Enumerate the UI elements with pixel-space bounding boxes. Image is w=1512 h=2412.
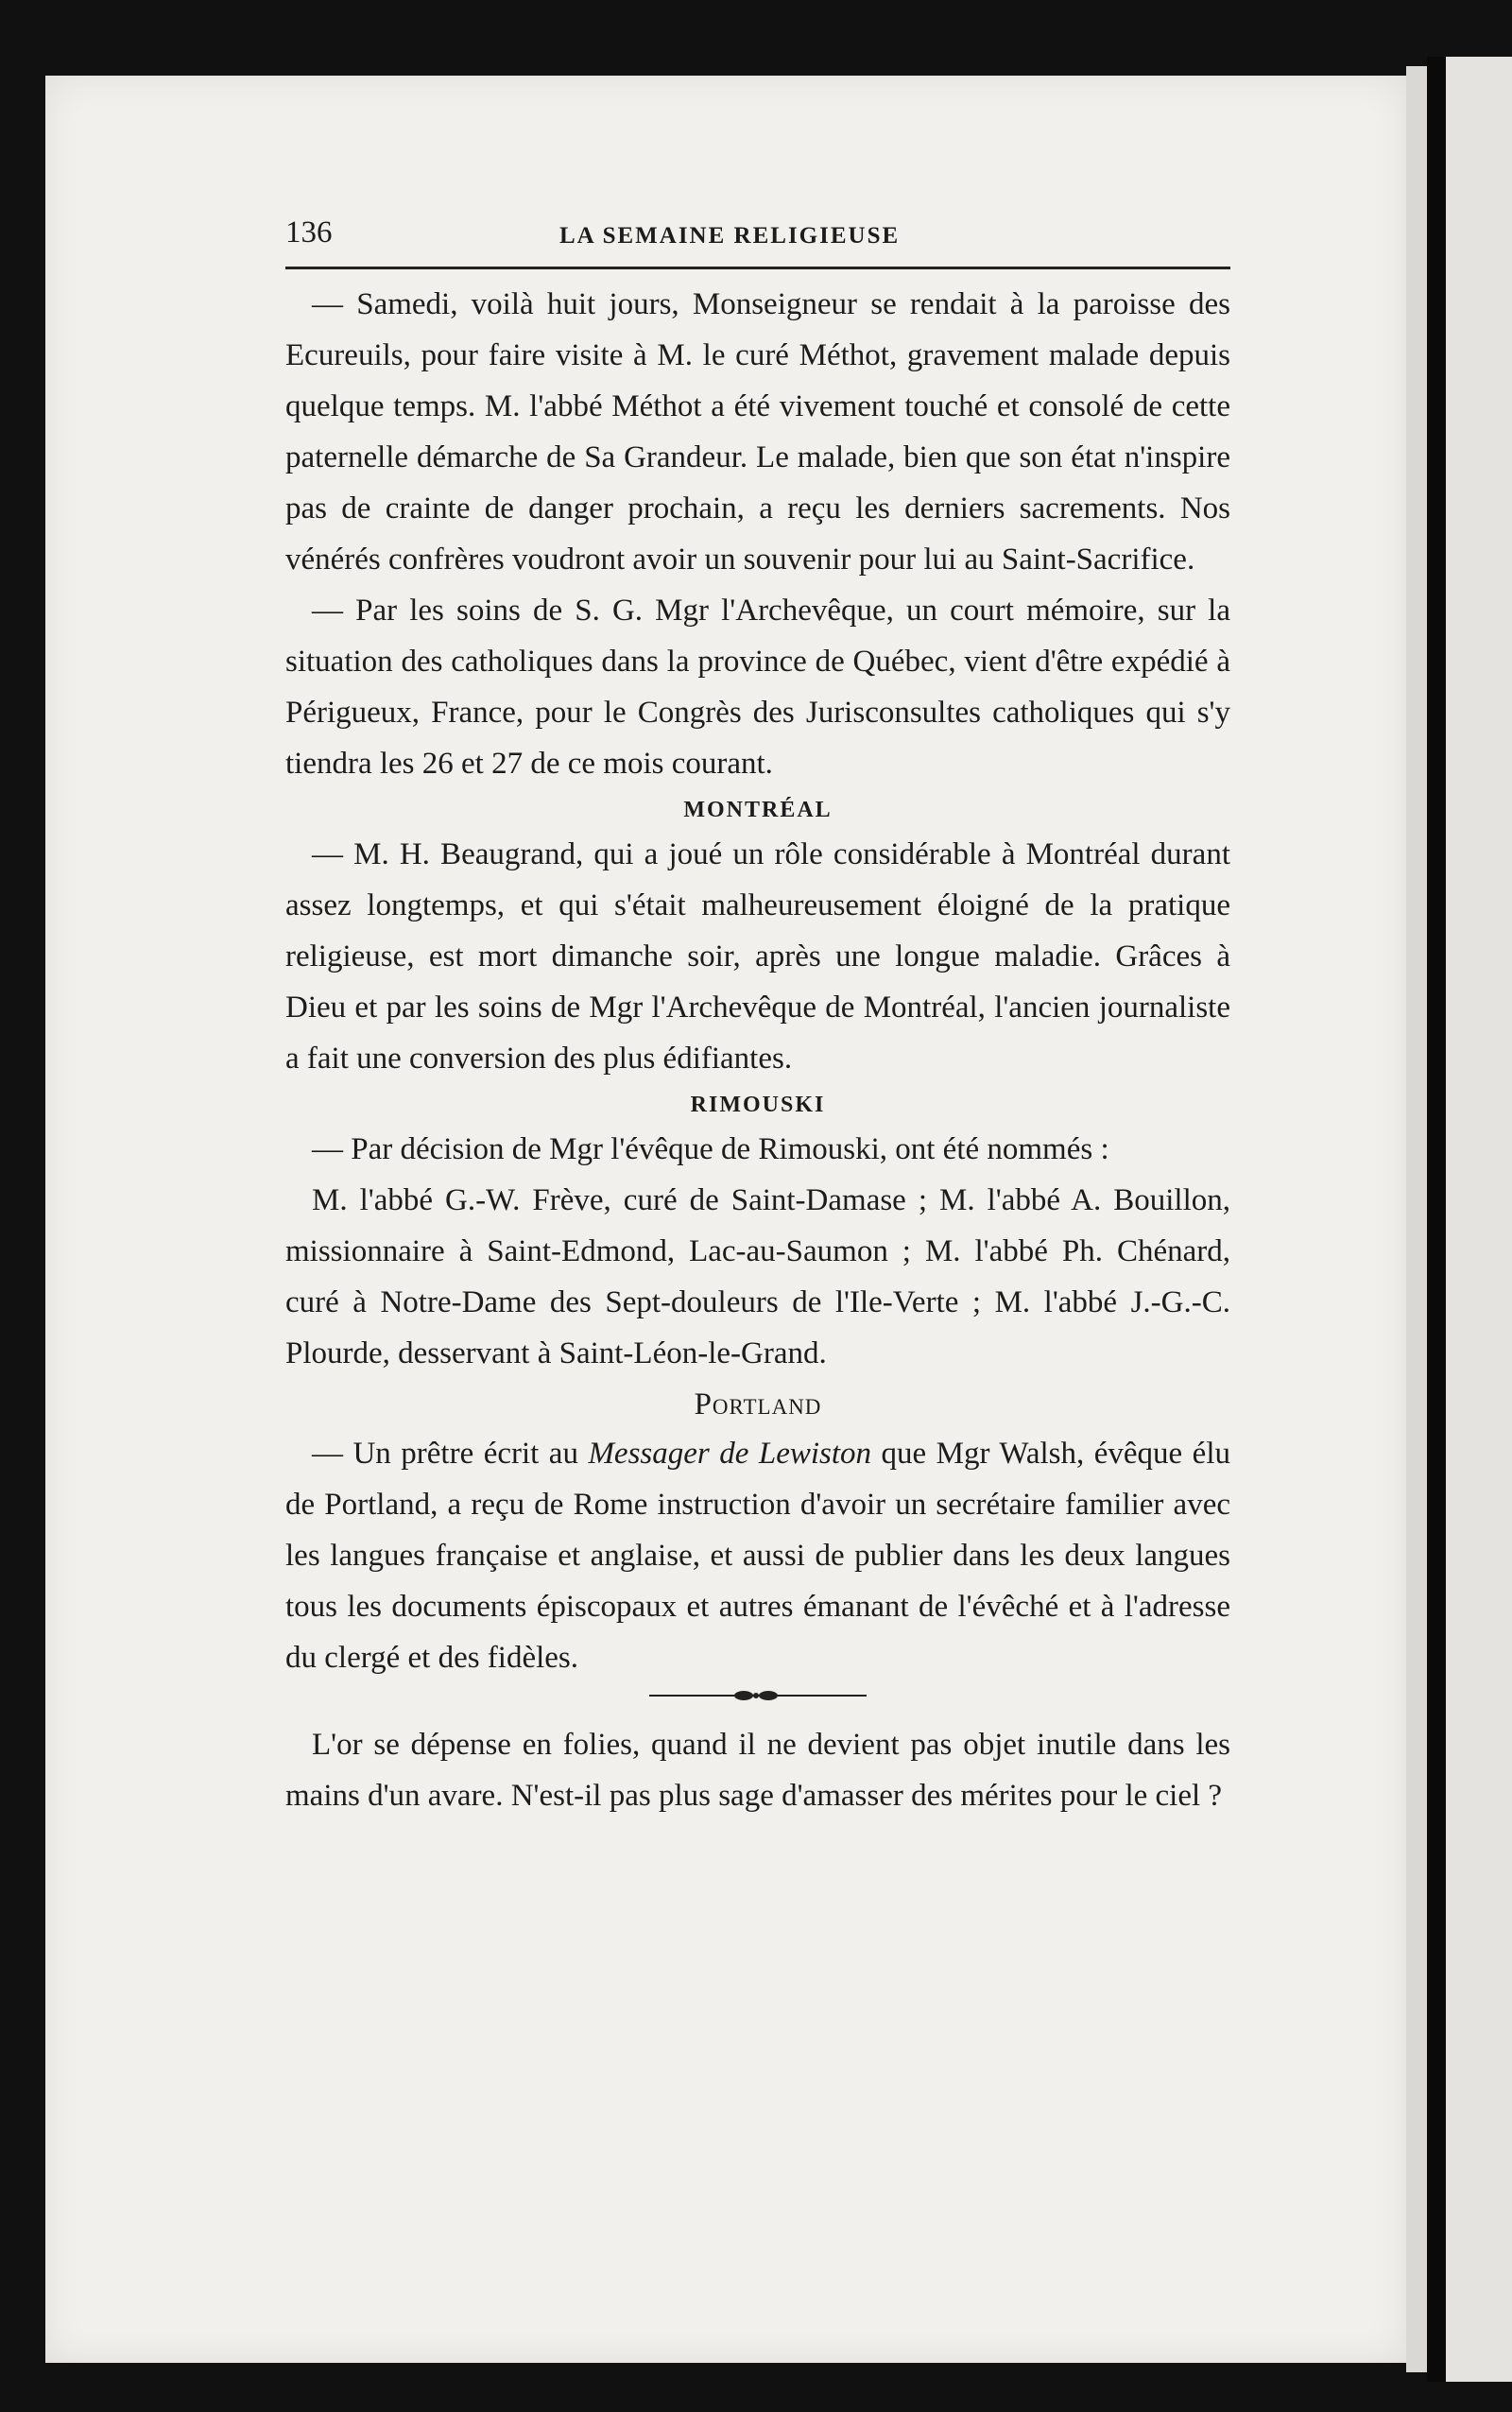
running-head [285,215,1230,261]
page-number: 136 [285,215,333,250]
closing-maxim [285,1719,1230,1821]
paragraph-portland [285,1428,1230,1683]
portland-text-before: — Un prêtre écrit au [312,1437,589,1471]
page-content [285,215,1230,1821]
binding-gutter [1427,57,1448,2382]
newspaper-title: Messager de Lewiston [588,1437,872,1471]
ornament-divider [285,1689,1230,1702]
section-heading-portland: Portland [694,1387,822,1421]
section-heading-rimouski: RIMOUSKI [690,1093,826,1117]
paragraph-maxim: L'or se dépense en folies, quand il ne devient pas objet inutile dans les mains d'un avare. N'est-il pas plus sage d'amasser des mérites pour le ciel ? [285,1728,1230,1813]
page-edge-shadow [1406,66,1427,2372]
paragraph-memoire: — Par les soins de S. G. Mgr l'Archevêque, un court mémoire, sur la situation des catholiques dans la province de Québec, vient d'être expédié à Périgueux, France, pour le Congrès des Jurisconsultes catholiques qui s'y tiendra les 26 et 27 de ce mois courant. [285,594,1230,781]
paragraph-methot: — Samedi, voilà huit jours, Monseigneur se rendait à la paroisse des Ecureuils, pour faire visite à M. le curé Méthot, gravement malade depuis quelque temps. M. l'abbé Méthot a été vivement touché et consolé de cette paternelle démarche de Sa Grandeur. Le malade, bien que son état n'inspire pas de crainte de danger prochain, a reçu les derniers sacrements. Nos vénérés confrères voudront avoir un souvenir pour lui au Saint-Sacrifice. [285,287,1230,577]
portland-text-after: que Mgr Walsh, évêque élu de Portland, a reçu de Rome instruction d'avoir un secrétaire familier avec les langues française et anglaise, et aussi de publier dans les deux langues tous les documents épiscopaux et autres émanant de l'évêché et à l'adresse du clergé et des fidèles. [285,1437,1230,1675]
paragraph-rimouski-intro: — Par décision de Mgr l'évêque de Rimouski, ont été nommés : [312,1132,1109,1166]
facing-page-edge [1446,57,1512,2382]
paragraph-beaugrand: — M. H. Beaugrand, qui a joué un rôle considérable à Montréal durant assez longtemps, et qui s'était malheureusement éloigné de la pratique religieuse, est mort dimanche soir, après une longue maladie. Grâces à Dieu et par les soins de Mgr l'Archevêque de Montréal, l'ancien journaliste a fait une conversion des plus édifiantes. [285,837,1230,1076]
header-rule [285,267,1230,269]
ornament-flourish-icon [649,1689,867,1702]
section-heading-montreal: MONTRÉAL [683,798,833,822]
journal-title: LA SEMAINE RELIGIEUSE [559,223,901,249]
paragraph-rimouski-nominations: M. l'abbé G.-W. Frève, curé de Saint-Damase ; M. l'abbé A. Bouillon, missionnaire à Saint-Edmond, Lac-au-Saumon ; M. l'abbé Ph. Chénard, curé à Notre-Dame des Sept-douleurs de l'Ile-Verte ; M. l'abbé J.-G.-C. Plourde, desservant à Saint-Léon-le-Grand. [285,1183,1230,1370]
